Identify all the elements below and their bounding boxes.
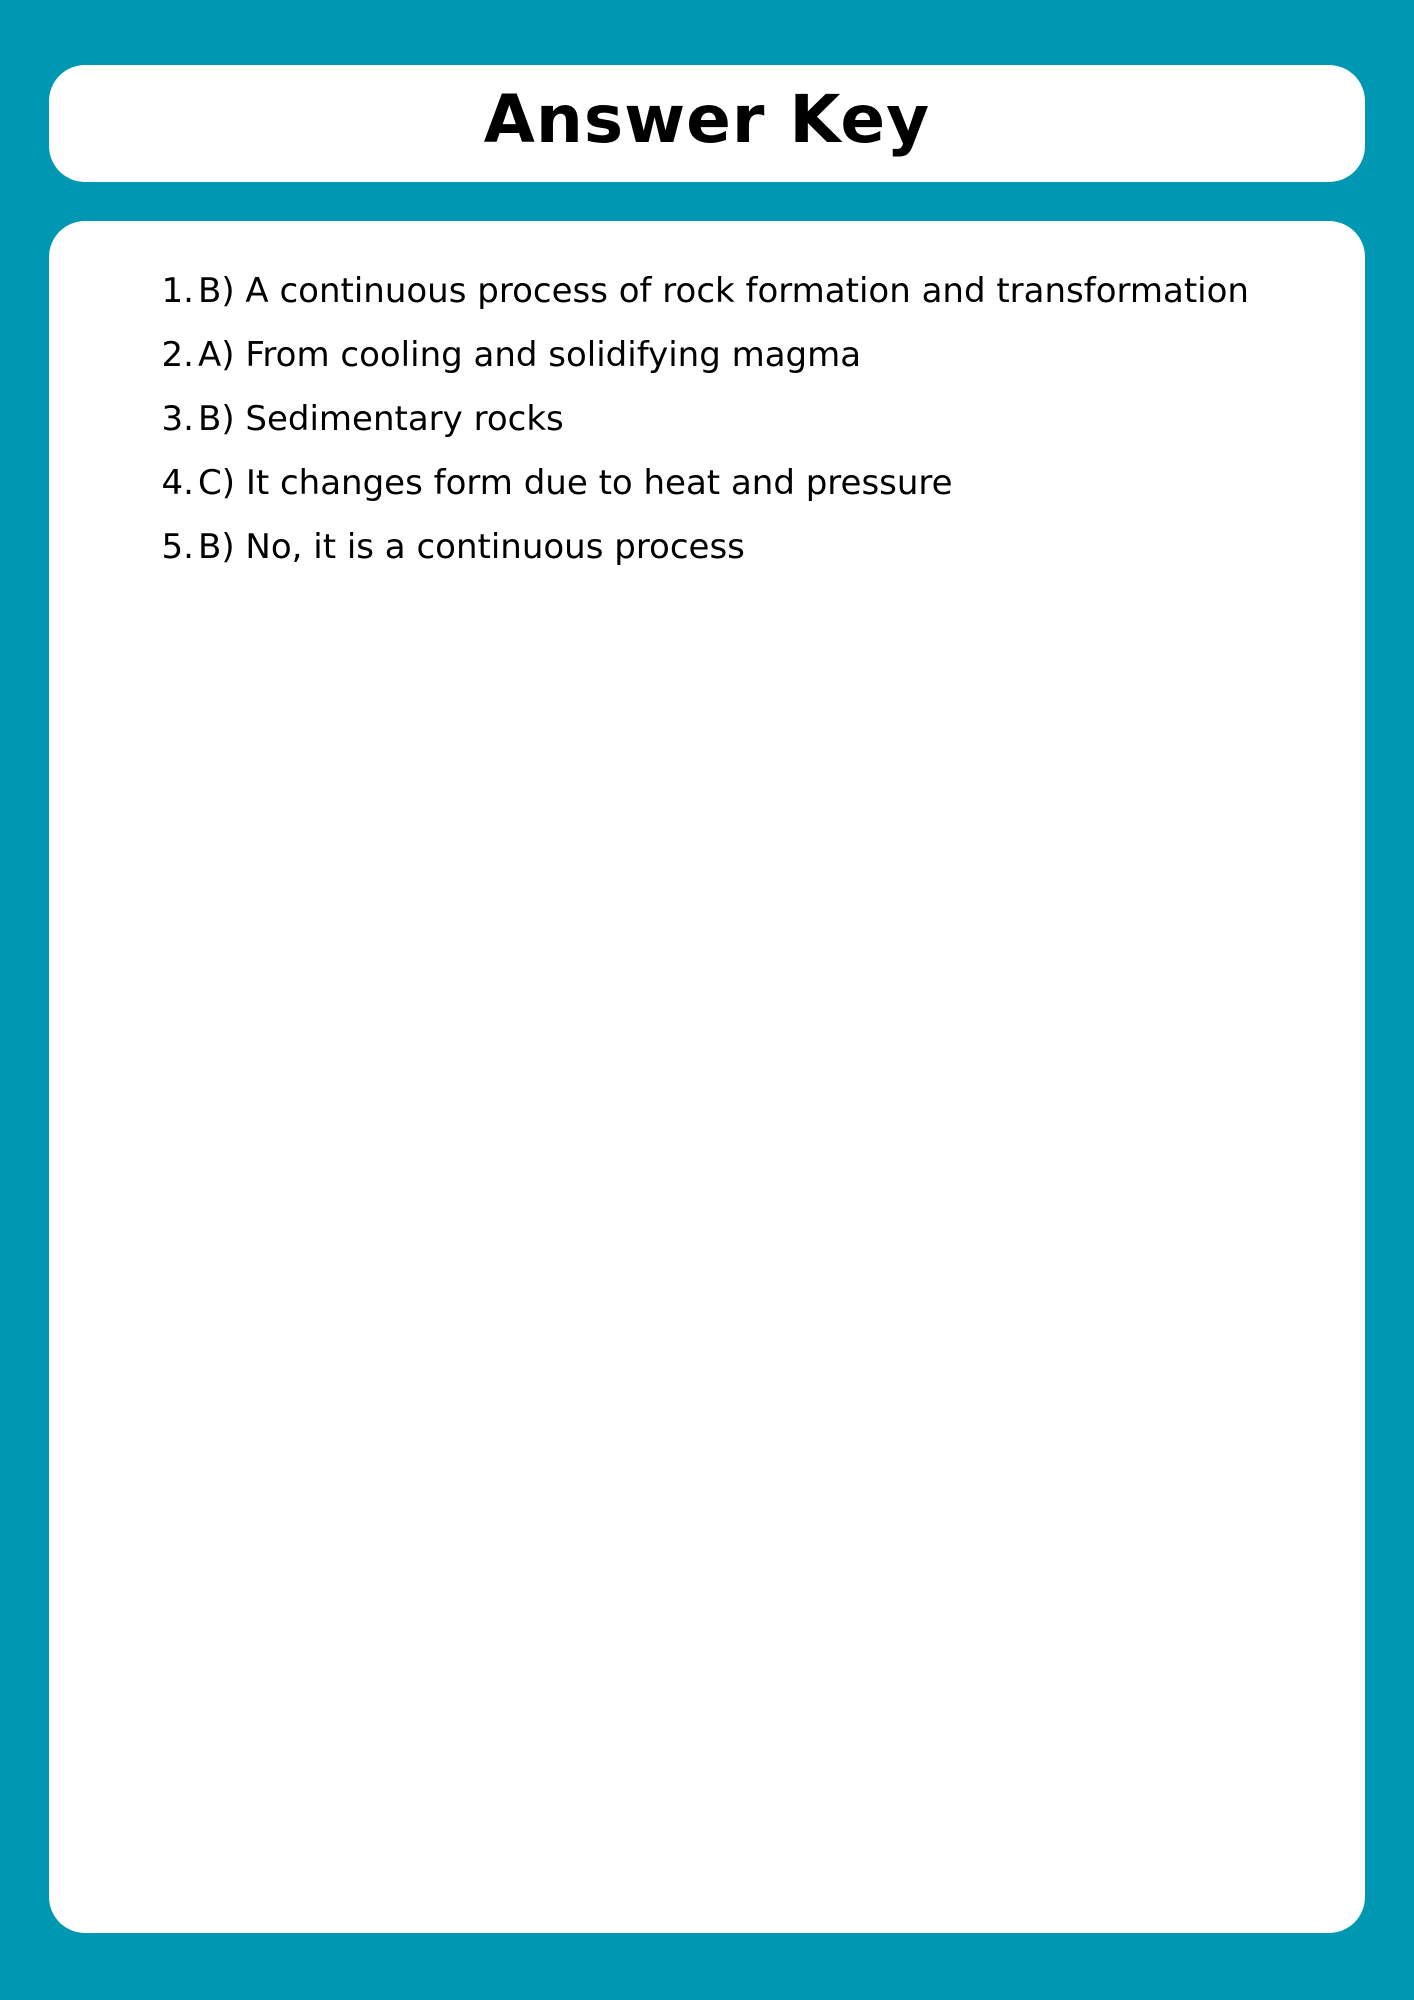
answer-item bbox=[49, 387, 1249, 451]
answer-number: 1. bbox=[161, 271, 194, 311]
title-card bbox=[49, 65, 1365, 182]
answer-number: 5. bbox=[161, 527, 194, 567]
answer-text: B) A continuous process of rock formation and transformation bbox=[198, 271, 1249, 311]
answer-text: B) Sedimentary rocks bbox=[198, 399, 564, 439]
answer-list bbox=[49, 259, 1249, 579]
answer-card bbox=[49, 221, 1365, 1933]
answer-text: B) No, it is a continuous process bbox=[198, 527, 745, 567]
answer-text: A) From cooling and solidifying magma bbox=[198, 335, 862, 375]
answer-number: 4. bbox=[161, 463, 194, 503]
answer-number: 3. bbox=[161, 399, 194, 439]
answer-item bbox=[49, 515, 1249, 579]
answer-text: C) It changes form due to heat and pressure bbox=[198, 463, 953, 503]
answer-number: 2. bbox=[161, 335, 194, 375]
page-title: Answer Key bbox=[483, 80, 931, 158]
answer-item bbox=[49, 451, 1249, 515]
answer-item bbox=[49, 323, 1249, 387]
answer-item bbox=[49, 259, 1249, 323]
